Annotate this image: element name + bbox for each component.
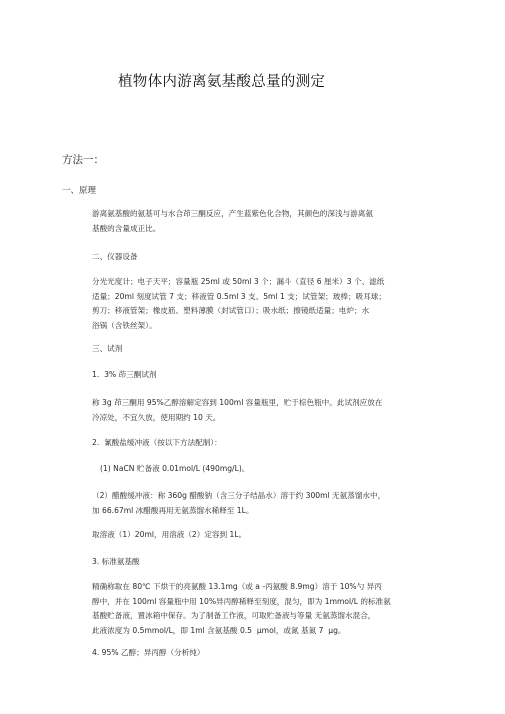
method-heading: 方法一： (62, 154, 104, 166)
instruments-paragraph: 分光光度计；电子天平；容量瓶 25ml 或 50ml 3 个；漏斗（直径 6 厘米）3 个、滤纸 适量；20ml 刻度试管 7 支；移液管 0.5ml 3 支、5ml 1 支；试管架；玻棒；吸耳球； 剪刀；移液管架；橡皮筋、塑料薄膜（封试管口）；吸水纸；擦镜纸适量；电炉；水 浴锅（含铁丝架）。 (92, 277, 386, 330)
reagent-1-paragraph: 称 3g 茚三酮用 95%乙醇溶解定容到 100ml 容量瓶里，贮于棕色瓶中。此试剂应放在 冷凉处，不宜久放，使用期约 10 天。 (92, 398, 383, 422)
reagent-2-item-1: (1) NaCN 贮备液 0.01mol/L (490mg/L)。 (100, 464, 250, 473)
reagent-2-item-3: 取溶液（1）20ml，用溶液（2）定容到 1L。 (92, 530, 247, 539)
reagent-3-paragraph: 精确称取在 80℃ 下烘干的亮氨酸 13.1mg（或 a -丙氨酸 8.9mg）溶于 10%勺 异丙 醇中，并在 100ml 容量瓶中用 10%异丙醇稀释至刻度，混匀，即为 1mmol/L 的标准氨 基酸贮备液，置冰箱中保存。为了制备工作液，可取贮备液与等量 无氨蒸馏水混合， 此液浓度为 0.5mmol/L，即 1ml 含氨基酸 0.5 μmol，或氮 基氮 7 μg。 (92, 582, 391, 635)
reagent-2-heading: 2. 氰酸盐缓冲液（按以下方法配制）： (92, 438, 222, 447)
section-heading-principle: 一、原理 (62, 186, 97, 196)
reagent-2-item-2: （2）醋酸缓冲液：称 360g 醋酸钠（含三分子结晶水）溶于约 300ml 无氨蒸馏水中， 加 66.67ml 冰醋酸再用无氨蒸馏水稀释至 1L。 (92, 491, 386, 515)
section-heading-instruments: 二、仪器设备 (92, 252, 138, 261)
reagent-4-heading: 4. 95% 乙醇；异丙醇（分析纯） (92, 648, 205, 657)
document-title: 植物体内游离氨基酸总量的测定 (118, 74, 326, 90)
reagent-3-heading: 3. 标准氨基酸 (92, 557, 140, 566)
reagent-1-heading: 1. 3% 茚三酮试剂 (92, 370, 157, 379)
section-heading-reagents: 三、试剂 (92, 344, 123, 353)
principle-paragraph: 游离氨基酸的氨基可与水合茚三酮反应，产生蓝紫色化合物，其颜色的深浅与游离氨 基酸的含量成正比。 (92, 209, 373, 233)
